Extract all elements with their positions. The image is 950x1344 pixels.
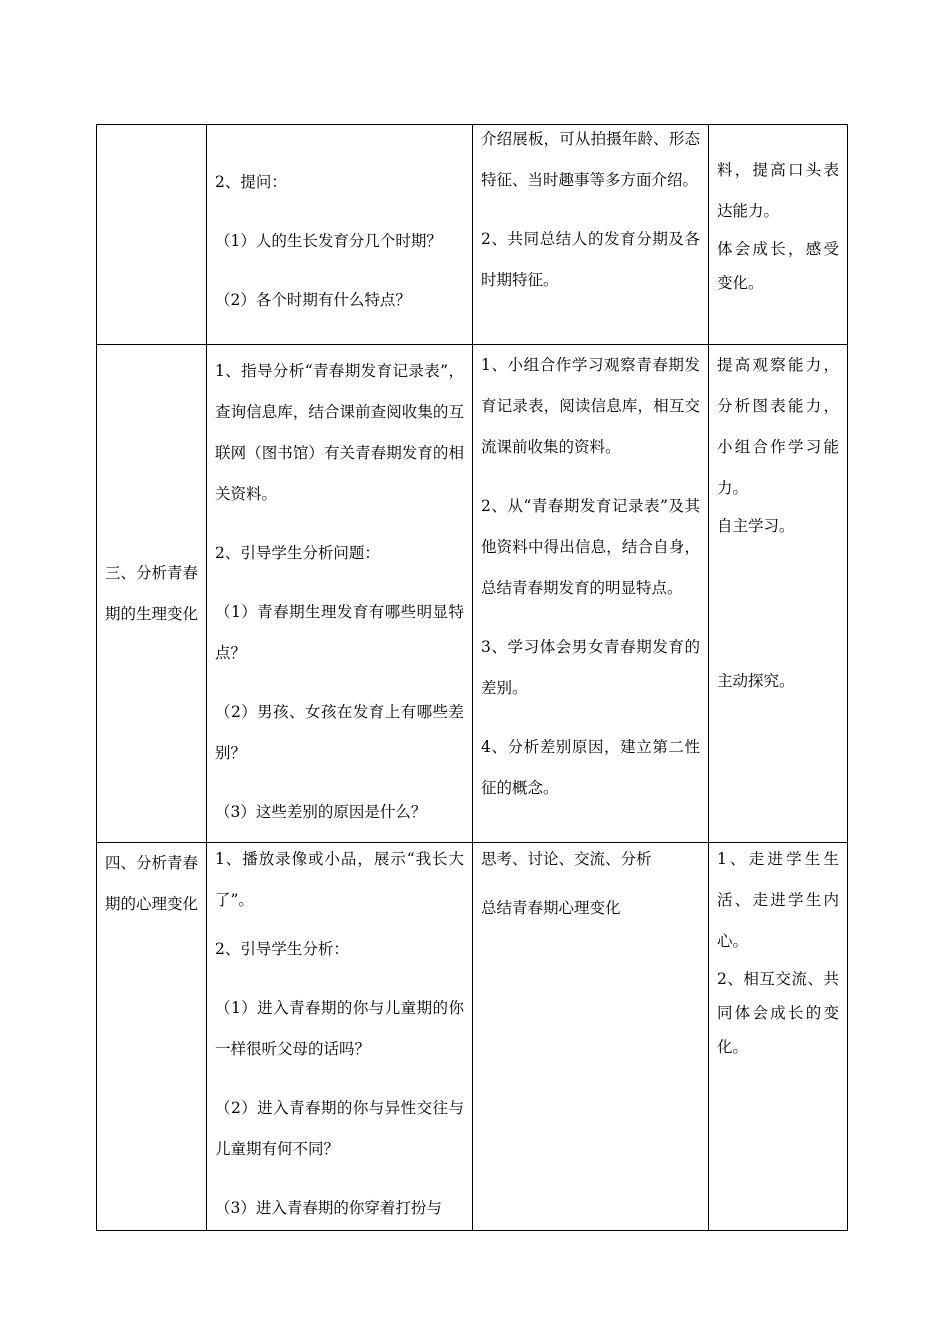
teacher-text: （2）男孩、女孩在发育上有哪些差别？	[215, 703, 464, 762]
teacher-text: （1）青春期生理发育有哪些明显特点？	[215, 603, 464, 662]
student-text: 2、共同总结人的发育分期及各时期特征。	[481, 230, 700, 289]
student-text: 2、从“青春期发育记录表”及其他资料中得出信息，结合自身，总结青春期发育的明显特点。	[481, 497, 700, 597]
stage-cell	[97, 345, 207, 843]
teacher-text: 1、指导分析“青春期发育记录表”，查询信息库，结合课前查阅收集的互联网（图书馆）有关青春期发育的相关资料。	[215, 362, 464, 503]
intent-text: 体会成长，感受变化。	[717, 240, 839, 292]
teacher-text: （2）进入青春期的你与异性交往与儿童期有何不同？	[215, 1099, 464, 1158]
design-intent-cell	[709, 843, 848, 1231]
design-intent-cell	[709, 345, 848, 843]
teacher-text: （3）这些差别的原因是什么？	[215, 803, 427, 821]
teacher-text: 1、播放录像或小品，展示“我长大了”。	[215, 850, 464, 909]
teacher-text: （1）进入青春期的你与儿童期的你一样很听父母的话吗？	[215, 999, 464, 1058]
teacher-text: 2、引导学生分析问题：	[215, 544, 380, 562]
lesson-plan-table	[96, 124, 848, 1231]
student-text: 4、分析差别原因，建立第二性征的概念。	[481, 738, 700, 797]
stage-cell	[97, 843, 207, 1231]
table-row	[97, 345, 848, 843]
intent-text: 2、相互交流、共同体会成长的变化。	[717, 970, 839, 1056]
table-row	[97, 843, 848, 1231]
intent-text: 自主学习。	[717, 517, 795, 535]
student-text: 思考、讨论、交流、分析	[481, 850, 652, 868]
stage-cell	[97, 125, 207, 345]
stage-label: 四、分析青春期的心理变化	[105, 854, 199, 913]
stage-label: 三、分析青春期的生理变化	[105, 563, 199, 623]
teacher-activity-cell	[207, 843, 473, 1231]
student-activity-cell	[473, 125, 709, 345]
teacher-activity-cell	[207, 125, 473, 345]
table-row	[97, 125, 848, 345]
student-text: 3、学习体会男女青春期发育的差别。	[481, 638, 700, 697]
student-activity-cell	[473, 843, 709, 1231]
student-text: 介绍展板，可从拍摄年龄、形态特征、当时趣事等多方面介绍。	[481, 130, 700, 189]
design-intent-cell	[709, 125, 848, 345]
teacher-text: 2、引导学生分析：	[215, 940, 349, 958]
intent-text: 1、走进学生生活、走进学生内心。	[717, 850, 839, 950]
teacher-activity-cell	[207, 345, 473, 843]
intent-text: 主动探究。	[717, 672, 795, 690]
teacher-text: （1）人的生长发育分几个时期？	[215, 232, 442, 250]
intent-text: 提高观察能力，分析图表能力，小组合作学习能力。	[717, 356, 839, 497]
student-text: 总结青春期心理变化	[481, 899, 621, 917]
teacher-text: （3）进入青春期的你穿着打扮与	[215, 1199, 442, 1217]
teacher-text: 2、提问：	[215, 173, 287, 191]
student-activity-cell	[473, 345, 709, 843]
teacher-text: （2）各个时期有什么特点？	[215, 291, 411, 309]
intent-text: 料，提高口头表达能力。	[717, 161, 839, 220]
student-text: 1、小组合作学习观察青春期发育记录表，阅读信息库，相互交流课前收集的资料。	[481, 356, 700, 456]
